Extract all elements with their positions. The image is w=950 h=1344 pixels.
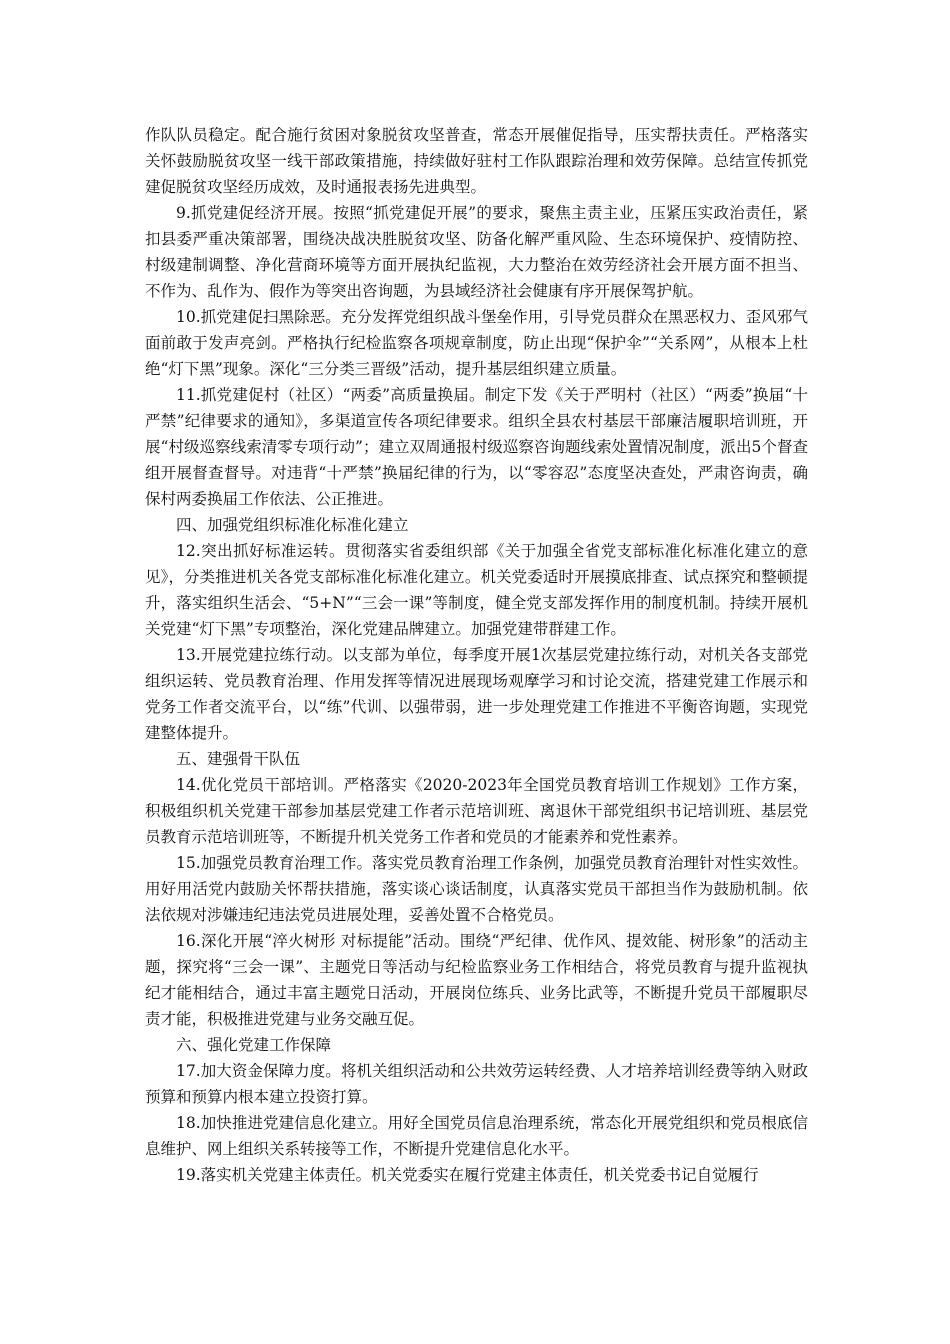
section-heading-5: 五、建强骨干队伍 (176, 750, 301, 768)
paragraph-item-14: 14.优化党员干部培训。严格落实《2020-2023年全国党员教育培训工作规划》工作方案，积极组织机关党建干部参加基层党建工作者示范培训班、离退休干部党组织书记培训班、基层党员教育示范培训班等，不断提升机关党务工作者和党员的才能素养和党性素养。 (145, 776, 808, 846)
section-heading-4: 四、加强党组织标准化标准化建立 (176, 516, 409, 534)
paragraph-item-16: 16.深化开展“淬火树形 对标提能”活动。围绕“严纪律、优作风、提效能、树形象”的活动主题，探究将“三会一课”、主题党日等活动与纪检监察业务工作相结合，将党员教育与提升监视执纪才能相结合，通过丰富主题党日活动，开展岗位练兵、业务比武等，不断提升党员干部履职尽责才能，积极推进党建与业务交融互促。 (145, 932, 808, 1028)
paragraph-item-17: 17.加大资金保障力度。将机关组织活动和公共效劳运转经费、人才培养培训经费等纳入财政预算和预算内根本建立投资打算。 (145, 1062, 808, 1106)
paragraph-item-10: 10.抓党建促扫黑除恶。充分发挥党组织战斗堡垒作用，引导党员群众在黑恶权力、歪风邪气面前敢于发声亮剑。严格执行纪检监察各项规章制度，防止出现“保护伞”“关系网”，从根本上杜绝“灯下黑”现象。深化“三分类三晋级”活动，提升基层组织建立质量。 (145, 308, 808, 378)
paragraph-continued: 作队队员稳定。配合施行贫困对象脱贫攻坚普查，常态开展催促指导，压实帮扶责任。严格落实关怀鼓励脱贫攻坚一线干部政策措施，持续做好驻村工作队跟踪治理和效劳保障。总结宣传抓党建促脱贫攻坚经历成效，及时通报表扬先进典型。 (145, 126, 808, 196)
paragraph-item-12: 12.突出抓好标准运转。贯彻落实省委组织部《关于加强全省党支部标准化标准化建立的意见》，分类推进机关各党支部标准化标准化建立。机关党委适时开展摸底排查、试点探究和整顿提升，落实组织生活会、“5+N”“三会一课”等制度，健全党支部发挥作用的制度机制。持续开展机关党建“灯下黑”专项整治，深化党建品牌建立。加强党建带群建工作。 (145, 542, 808, 638)
paragraph-item-13: 13.开展党建拉练行动。以支部为单位，每季度开展1次基层党建拉练行动，对机关各支部党组织运转、党员教育治理、作用发挥等情况进展现场观摩学习和讨论交流，搭建党建工作展示和党务工作者交流平台，以“练”代训、以强带弱，进一步处理党建工作推进不平衡咨询题，实现党建整体提升。 (145, 646, 808, 742)
paragraph-item-9: 9.抓党建促经济开展。按照“抓党建促开展”的要求，聚焦主责主业，压紧压实政治责任，紧扣县委严重决策部署，围绕决战决胜脱贫攻坚、防备化解严重风险、生态环境保护、疫情防控、村级建制调整、净化营商环境等方面开展执纪监视，大力整治在效劳经济社会开展方面不担当、不作为、乱作为、假作为等突出咨询题，为县域经济社会健康有序开展保驾护航。 (145, 204, 808, 300)
paragraph-item-18: 18.加快推进党建信息化建立。用好全国党员信息治理系统，常态化开展党组织和党员根底信息维护、网上组织关系转接等工作，不断提升党建信息化水平。 (145, 1114, 808, 1158)
paragraph-item-15: 15.加强党员教育治理工作。落实党员教育治理工作条例，加强党员教育治理针对性实效性。用好用活党内鼓励关怀帮扶措施，落实谈心谈话制度，认真落实党员干部担当作为鼓励机制。依法依规对涉嫌违纪违法党员进展处理，妥善处置不合格党员。 (145, 854, 808, 924)
paragraph-item-19: 19.落实机关党建主体责任。机关党委实在履行党建主体责任，机关党委书记自觉履行 (176, 1166, 759, 1184)
section-heading-6: 六、强化党建工作保障 (176, 1036, 332, 1054)
paragraph-item-11: 11.抓党建促村（社区）“两委”高质量换届。制定下发《关于严明村（社区）“两委”换届“十严禁”纪律要求的通知》，多渠道宣传各项纪律要求。组织全县农村基层干部廉洁履职培训班，开展“村级巡察线索清零专项行动”；建立双周通报村级巡察咨询题线索处置情况制度，派出5个督查组开展督查督导。对违背“十严禁”换届纪律的行为，以“零容忍”态度坚决查处，严肃咨询责，确保村两委换届工作依法、公正推进。 (145, 386, 808, 508)
document-body (145, 122, 808, 1188)
